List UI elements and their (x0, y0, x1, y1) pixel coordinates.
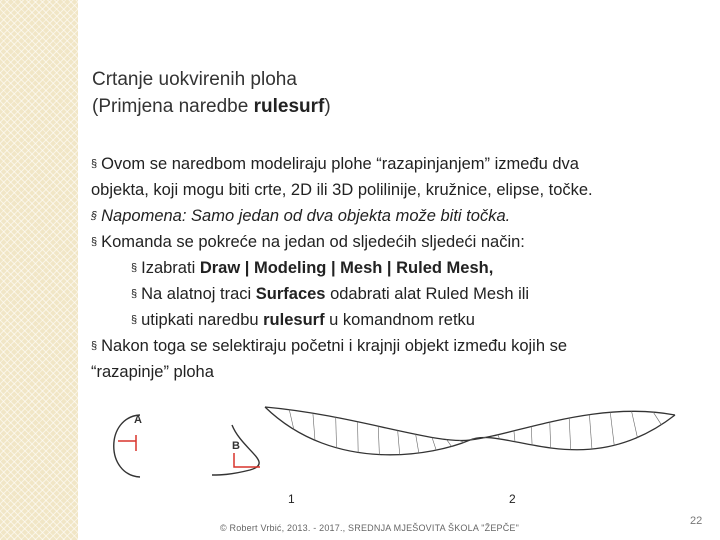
figure-2-ruled-surface (255, 395, 685, 495)
paragraph-1-line-1: Ovom se naredbom modeliraju plohe “razapinjanjem” između dva (101, 155, 579, 173)
paragraph-4-line-1: Nakon toga se selektiraju početni i krajnji objekt između kojih se (101, 337, 568, 355)
figure-1-curves (100, 405, 260, 480)
sub-item-3-suffix: u komandnom retku (324, 311, 475, 329)
ruling-line (432, 437, 436, 450)
label-b: B (232, 440, 240, 452)
bullet-icon: § (91, 158, 98, 170)
ruling-line (569, 418, 571, 450)
bullet-icon: § (131, 288, 138, 300)
paragraph-4-cont: “razapinje” ploha (91, 363, 214, 381)
slide-title (92, 66, 331, 120)
ruling-line (653, 412, 661, 425)
bullet-icon: § (131, 262, 138, 274)
ruling-line (398, 430, 400, 454)
ruling-line (358, 422, 359, 453)
paragraph-3 (91, 229, 701, 255)
ruling-lines (289, 410, 661, 455)
bullet-icon: § (91, 340, 98, 352)
sub-item-1 (91, 255, 701, 281)
ruling-line (514, 431, 515, 442)
paragraph-1-cont: objekta, koji mogu biti crte, 2D ili 3D polilinije, kružnice, elipse, točke. (91, 181, 593, 199)
title-line-2 (92, 93, 331, 120)
paragraph-1 (91, 151, 701, 177)
title-command: rulesurf (253, 96, 325, 117)
upper-curve (265, 407, 675, 441)
bullet-icon: § (131, 314, 138, 326)
ruling-line (336, 417, 337, 448)
sub-item-2-prefix: Na alatnoj traci (141, 285, 256, 303)
note-paragraph (91, 203, 701, 229)
paragraph-3-text: Komanda se pokreće na jedan od sljedećih sljedeći način: (101, 233, 525, 251)
figure-label-1: 1 (288, 492, 295, 506)
bullet-icon: § (91, 210, 98, 222)
sub-item-3 (91, 307, 701, 333)
ruling-line (610, 412, 614, 445)
note-text: Napomena: Samo jedan od dva objekta može biti točka. (101, 207, 511, 225)
title-prefix: (Primjena naredbe (92, 96, 254, 117)
sub-item-1-prefix: Izabrati (141, 259, 200, 277)
toolbar-name: Surfaces (255, 285, 326, 303)
decorative-side-strip (0, 0, 78, 540)
ruling-line (632, 411, 638, 437)
ruling-line (531, 426, 532, 445)
footer-copyright: © Robert Vrbić, 2013. - 2017., SREDNJA MJEŠOVITA ŠKOLA "ŽEPČE" (220, 523, 520, 533)
title-suffix: ) (324, 96, 331, 117)
sub-item-2-suffix: odabrati alat Ruled Mesh ili (325, 285, 530, 303)
ruling-line (589, 415, 592, 449)
figure-label-2: 2 (509, 492, 516, 506)
menu-path: Draw | Modeling | Mesh | Ruled Mesh, (199, 259, 494, 277)
marker-a (118, 435, 136, 451)
ruling-line (550, 422, 551, 448)
page-number: 22 (690, 515, 703, 527)
paragraph-4 (91, 333, 701, 359)
label-a: A (134, 414, 142, 426)
ruling-line (313, 413, 315, 440)
slide-body (91, 151, 701, 385)
bullet-icon: § (91, 236, 98, 248)
sub-item-2 (91, 281, 701, 307)
command-name: rulesurf (263, 311, 325, 329)
ruling-line (416, 434, 419, 453)
ruling-line (378, 426, 379, 454)
sub-item-3-prefix: utipkati naredbu (141, 311, 264, 329)
title-line-1: Crtanje uokvirenih ploha (92, 69, 297, 90)
lower-curve (265, 407, 675, 455)
